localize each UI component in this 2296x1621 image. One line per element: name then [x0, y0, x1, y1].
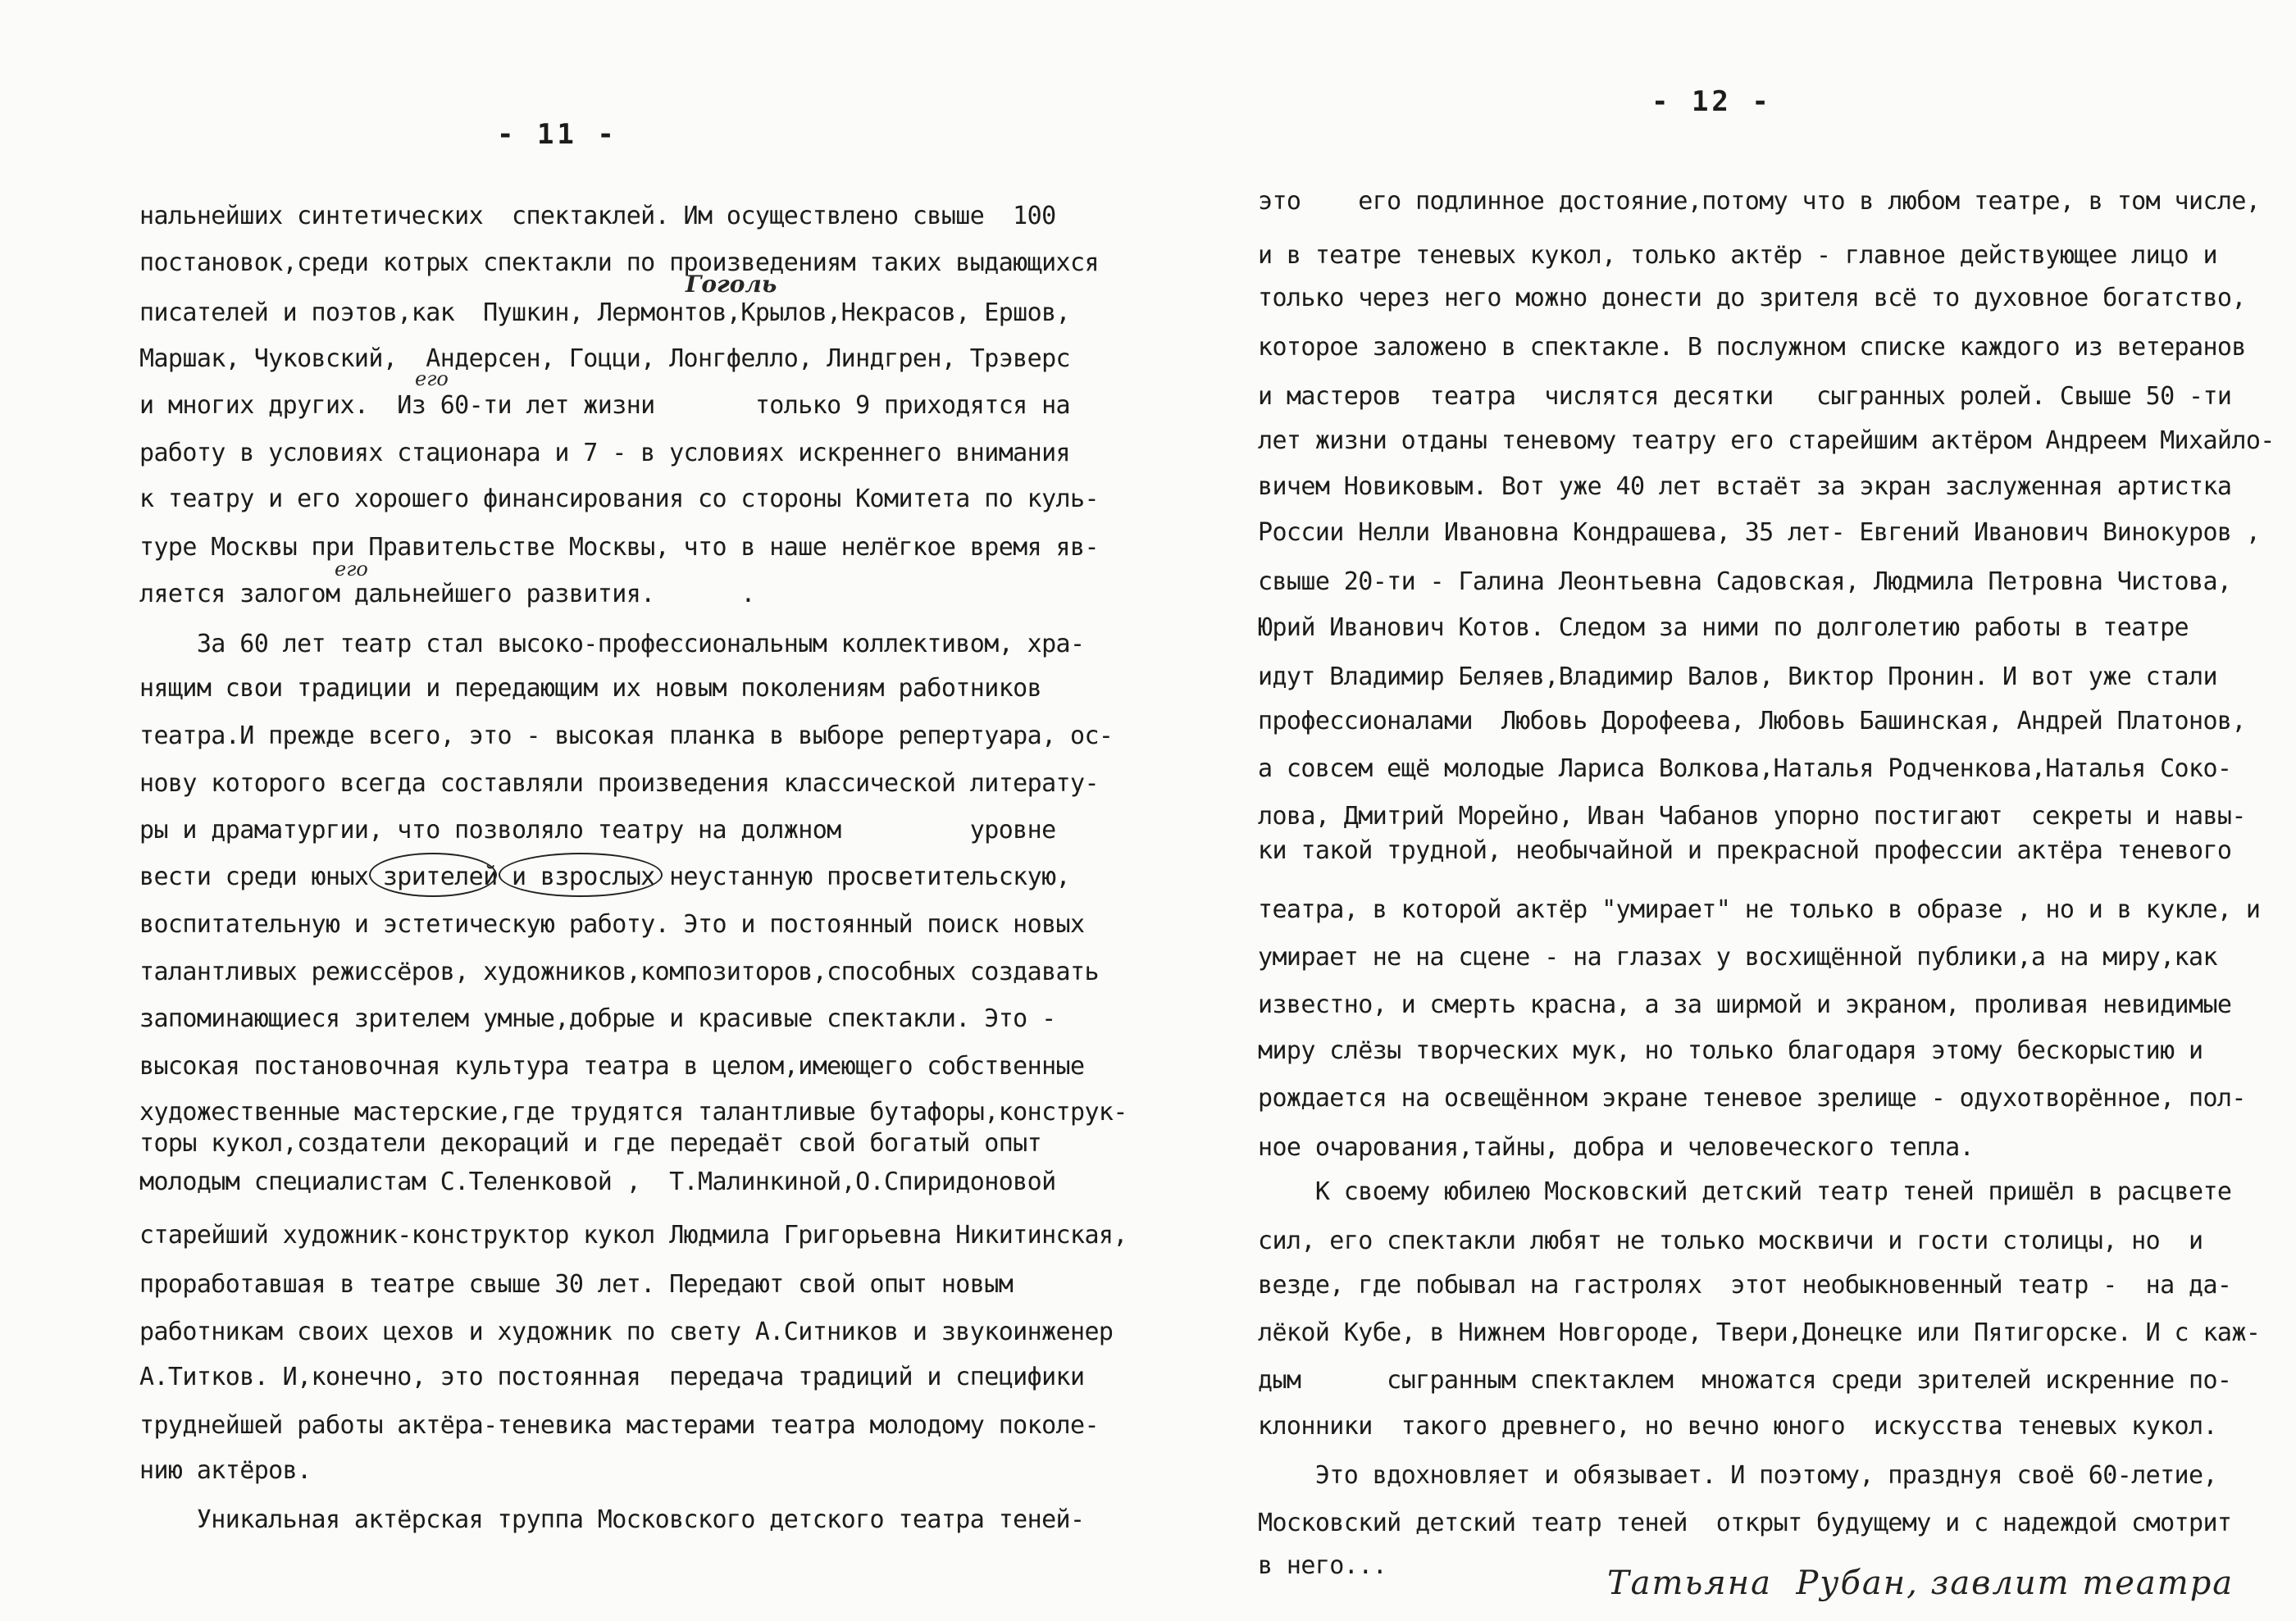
- handwritten-circle-vzroslykh: [499, 853, 663, 897]
- text-line: Маршак, Чуковский, Андерсен, Гоцци, Лонгфелло, Линдгрен, Трэверс: [139, 344, 1070, 373]
- handwritten-note-gogol: Гоголь: [686, 271, 777, 298]
- text-line: свыше 20-ти - Галина Леонтьевна Садовская, Людмила Петровна Чистова,: [1258, 567, 2232, 596]
- text-line: нию актёров.: [139, 1456, 312, 1485]
- text-line: умирает не на сцене - на глазах у восхищённой публики,а на миру,как: [1258, 943, 2217, 972]
- text-line: вести среди юных зрителей и взрослых неустанную просветительскую,: [139, 863, 1070, 891]
- text-line: дым сыгранным спектаклем множатся среди зрителей искренние по-: [1258, 1366, 2232, 1395]
- text-line: запоминающиеся зрителем умные,добрые и красивые спектакли. Это -: [139, 1004, 1056, 1033]
- text-line: туре Москвы при Правительстве Москвы, что в наше нелёгкое время яв-: [139, 533, 1099, 562]
- text-line: идут Владимир Беляев,Владимир Валов, Виктор Пронин. И вот уже стали: [1258, 663, 2217, 691]
- text-line: старейший художник-конструктор кукол Людмила Григорьевна Никитинская,: [139, 1221, 1128, 1250]
- text-line: а совсем ещё молодые Лариса Волкова,Наталья Родченкова,Наталья Соко-: [1258, 754, 2232, 783]
- text-line: талантливых режиссёров, художников,композиторов,способных создавать: [139, 958, 1099, 986]
- text-line: Уникальная актёрская труппа Московского детского театра теней-: [139, 1505, 1085, 1534]
- handwritten-circle-zriteley: [369, 853, 497, 897]
- text-line: нящим свои традиции и передающим их новым поколениям работников: [139, 674, 1042, 703]
- text-line: лёкой Кубе, в Нижнем Новгороде, Твери,Донецке или Пятигорске. И с каж-: [1258, 1318, 2261, 1347]
- text-line: России Нелли Ивановна Кондрашева, 35 лет- Евгений Иванович Винокуров ,: [1258, 518, 2261, 547]
- text-line: театра.И прежде всего, это - высокая планка в выборе репертуара, ос-: [139, 722, 1114, 750]
- text-line: высокая постановочная культура театра в целом,имеющего собственные: [139, 1052, 1085, 1081]
- text-line: писателей и поэтов,как Пушкин, Лермонтов,Крылов,Некрасов, Ершов,: [139, 298, 1070, 327]
- text-line: везде, где побывал на гастролях этот необыкновенный театр - на да-: [1258, 1271, 2232, 1300]
- text-line: постановок,среди котрых спектакли по произведениям таких выдающихся: [139, 248, 1099, 277]
- text-line: миру слёзы творческих мук, но только благодаря этому бескорыстию и: [1258, 1036, 2203, 1065]
- text-line: ляется залогом дальнейшего развития. .: [139, 580, 755, 608]
- text-line: работникам своих цехов и художник по свету А.Ситников и звукоинженер: [139, 1318, 1114, 1346]
- text-line: лова, Дмитрий Морейно, Иван Чабанов упорно постигают секреты и навы-: [1258, 802, 2246, 831]
- right-page: [1148, 0, 2296, 1621]
- text-line: молодым специалистам С.Теленковой , Т.Малинкиной,О.Спиридоновой: [139, 1168, 1056, 1196]
- text-line: труднейшей работы актёра-теневика мастерами театра молодому поколе-: [139, 1411, 1099, 1440]
- text-line: в него...: [1258, 1551, 1387, 1580]
- text-line: Московский детский театр теней открыт будущему и с надеждой смотрит: [1258, 1509, 2232, 1537]
- page-number-11: - 11 -: [497, 118, 617, 151]
- text-line: воспитательную и эстетическую работу. Это и постоянный поиск новых: [139, 910, 1085, 939]
- text-line: Юрий Иванович Котов. Следом за ними по долголетию работы в театре: [1258, 613, 2189, 642]
- text-line: и мастеров театра числятся десятки сыгранных ролей. Свыше 50 -ти: [1258, 382, 2232, 411]
- text-line: ки такой трудной, необычайной и прекрасной профессии актёра теневого: [1258, 836, 2232, 865]
- text-line: торы кукол,создатели декораций и где передаёт свой богатый опыт: [139, 1129, 1042, 1158]
- text-line: театра, в которой актёр "умирает" не только в образе , но и в кукле, и: [1258, 895, 2261, 924]
- text-line: только через него можно донести до зрителя всё то духовное богатство,: [1258, 284, 2246, 312]
- text-line: Это вдохновляет и обязывает. И поэтому, празднуя своё 60-летие,: [1258, 1461, 2217, 1490]
- text-line: и в театре теневых кукол, только актёр - главное действующее лицо и: [1258, 241, 2217, 270]
- text-line: известно, и смерть красна, а за ширмой и экраном, проливая невидимые: [1258, 990, 2232, 1019]
- text-line: К своему юбилею Московский детский театр теней пришёл в расцвете: [1258, 1177, 2232, 1206]
- text-line: лет жизни отданы теневому театру его старейшим актёром Андреем Михайло-: [1258, 426, 2275, 455]
- handwritten-note-ego: его: [335, 558, 368, 581]
- text-line: А.Титков. И,конечно, это постоянная передача традиций и специфики: [139, 1363, 1085, 1391]
- text-line: работу в условиях стационара и 7 - в условиях искреннего внимания: [139, 439, 1070, 467]
- handwritten-note-ego: его: [415, 367, 449, 390]
- text-line: ное очарования,тайны, добра и человеческого тепла.: [1258, 1133, 1975, 1162]
- text-line: это его подлинное достояние,потому что в любом театре, в том числе,: [1258, 187, 2261, 216]
- text-line: ры и драматургии, что позволяло театру на должном уровне: [139, 816, 1056, 845]
- text-line: сил, его спектакли любят не только москвичи и гости столицы, но и: [1258, 1227, 2203, 1255]
- text-line: клонники такого древнего, но вечно юного искусства теневых кукол.: [1258, 1412, 2217, 1441]
- text-line: нальнейших синтетических спектаклей. Им осуществлено свыше 100: [139, 202, 1056, 230]
- handwritten-signature: Татьяна Рубан, завлит театра: [1607, 1564, 2234, 1602]
- text-line: рождается на освещённом экране теневое зрелище - одухотворённое, пол-: [1258, 1084, 2246, 1113]
- text-line: вичем Новиковым. Вот уже 40 лет встаёт за экран заслуженная артистка: [1258, 472, 2232, 501]
- text-line: и многих других. Из 60-ти лет жизни только 9 приходятся на: [139, 391, 1070, 420]
- text-line: За 60 лет театр стал высоко-профессиональным коллективом, хра-: [139, 630, 1085, 658]
- text-line: проработавшая в театре свыше 30 лет. Передают свой опыт новым: [139, 1270, 1014, 1299]
- text-line: нову которого всегда составляли произведения классической литерату-: [139, 769, 1099, 798]
- text-line: которое заложено в спектакле. В послужном списке каждого из ветеранов: [1258, 333, 2246, 362]
- text-line: профессионалами Любовь Дорофеева, Любовь Башинская, Андрей Платонов,: [1258, 707, 2246, 735]
- text-line: художественные мастерские,где трудятся талантливые бутафоры,конструк-: [139, 1098, 1128, 1127]
- page-number-12: - 12 -: [1651, 85, 1772, 118]
- text-line: к театру и его хорошего финансирования со стороны Комитета по куль-: [139, 485, 1099, 513]
